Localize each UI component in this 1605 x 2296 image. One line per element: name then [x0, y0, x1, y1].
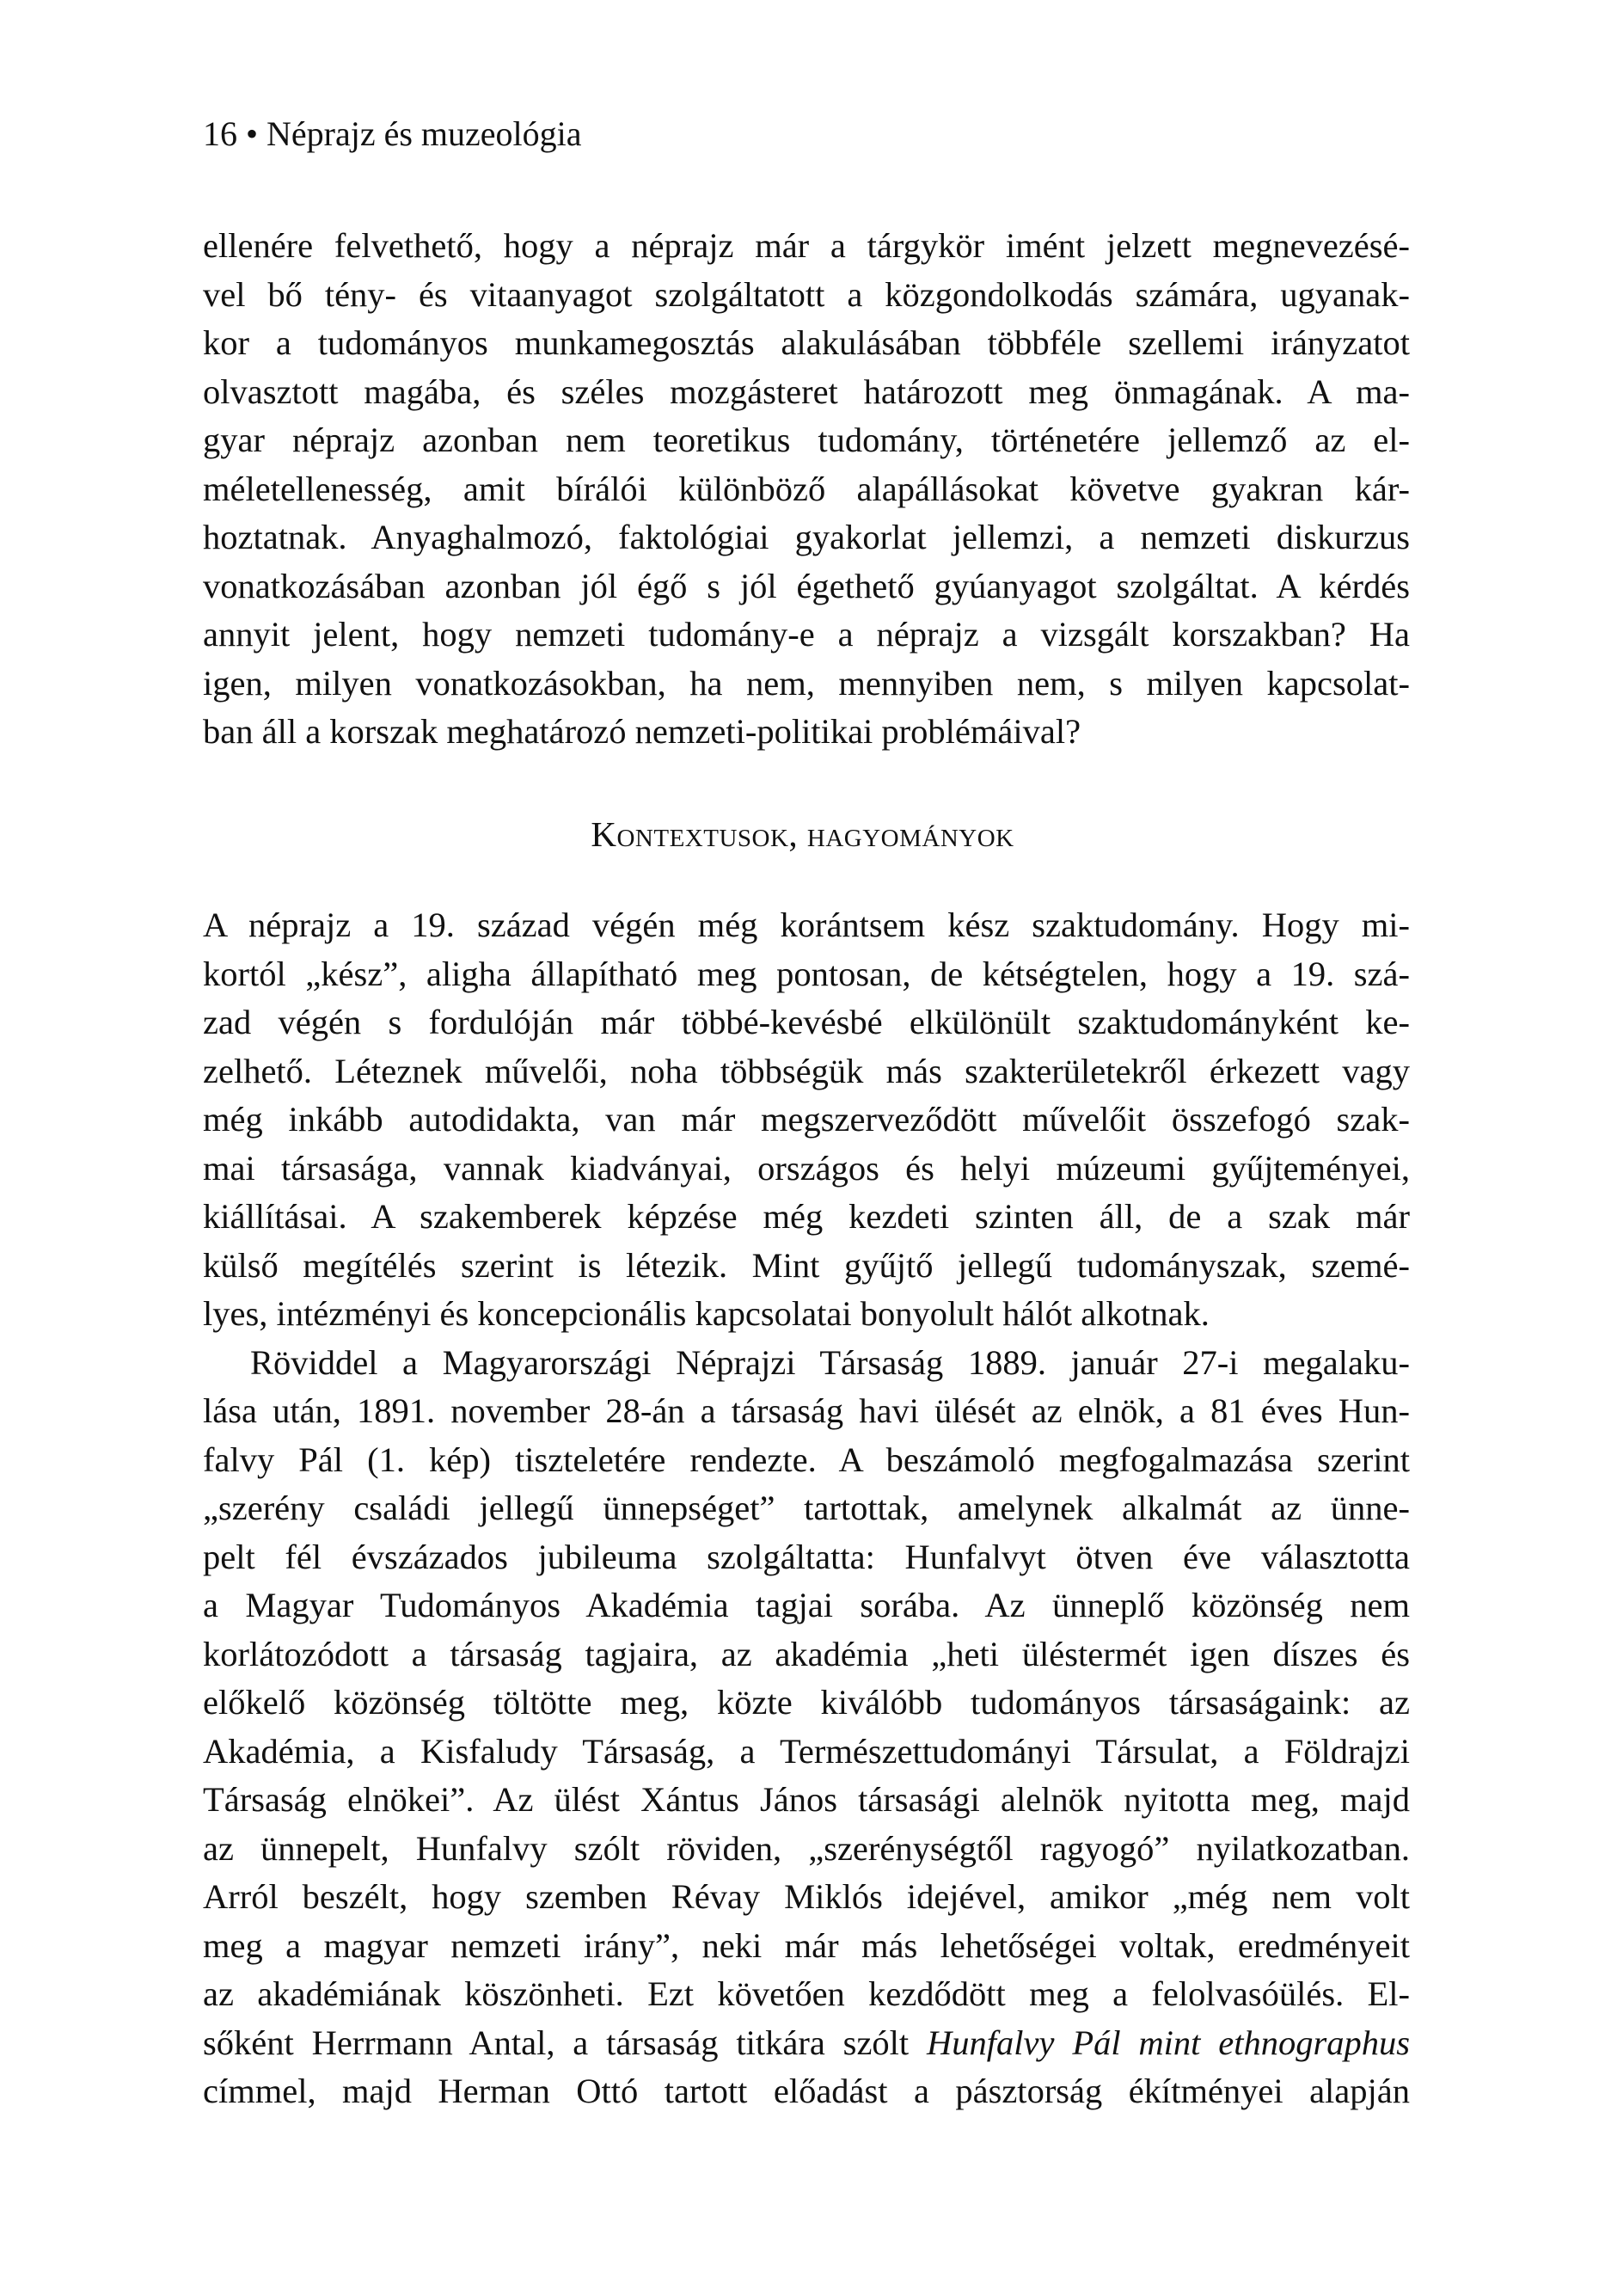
text-line: zad végén s fordulóján már többé-kevésbé elkülönült szaktudományként ke- [203, 1003, 1410, 1041]
text-line: lása után, 1891. november 28-án a társaság havi ülését az elnök, a 81 éves Hun- [203, 1391, 1410, 1430]
text-line: zelhető. Léteznek művelői, noha többségük más szakterületekről érkezett vagy [203, 1051, 1410, 1090]
paragraph-intro [203, 222, 1410, 757]
text-line: címmel, majd Herman Ottó tartott előadást a pásztorság ékítményei alapján [203, 2072, 1410, 2110]
text-line: „szerény családi jellegű ünnepséget” tartottak, amelynek alkalmát az ünne- [203, 1489, 1410, 1527]
running-header: 16 • Néprajz és muzeológia [203, 114, 582, 153]
text-line: Társaság elnökei”. Az ülést Xántus János társasági alelnök nyitotta meg, majd [203, 1780, 1410, 1819]
text-line: gyar néprajz azonban nem teoretikus tudomány, történetére jellemző az el- [203, 421, 1410, 459]
text-line: meg a magyar nemzeti irány”, neki már más lehetőségei voltak, eredményeit [203, 1925, 1410, 1965]
italic-work-title: Hunfalvy Pál mint ethnographus [927, 2023, 1411, 2062]
text-line: kortól „kész”, aligha állapítható meg pontosan, de kétségtelen, hogy a 19. szá- [203, 954, 1410, 993]
text-fragment: sőként Herrmann Antal, a társaság titkára szólt [203, 2023, 928, 2062]
text-line: ban áll a korszak meghatározó nemzeti-politikai problémáival? [203, 712, 1081, 751]
text-line: pelt fél évszázados jubileuma szolgáltatta: Hunfalvyt ötven éve választotta [203, 1537, 1410, 1576]
text-line: az ünnepelt, Hunfalvy szólt röviden, „szerénységtől ragyogó” nyilatkozatban. [203, 1828, 1410, 1868]
text-line-with-title [203, 2019, 1410, 2068]
text-line: külső megítélés szerint is létezik. Mint gyűjtő jellegű tudományszak, szemé- [203, 1245, 1410, 1285]
text-line: az akadémiának köszönheti. Ezt követően kezdődött meg a felolvasóülés. El- [203, 1974, 1410, 2013]
text-line: olvasztott magába, és széles mozgásteret határozott meg önmagának. A ma- [203, 371, 1410, 411]
text-line: A néprajz a 19. század végén még korántsem kész szaktudomány. Hogy mi- [203, 906, 1410, 944]
text-line: hoztatnak. Anyaghalmozó, faktológiai gyakorlat jellemzi, a nemzeti diskurzus [203, 518, 1410, 556]
text-line: ellenére felvethető, hogy a néprajz már a tárgykör imént jelzett megnevezésé- [203, 226, 1410, 265]
text-line: korlátozódott a társaság tagjaira, az akadémia „heti üléstermét igen díszes és [203, 1634, 1410, 1673]
text-line: lyes, intézményi és koncepcionális kapcsolatai bonyolult hálót alkotnak. [203, 1294, 1210, 1333]
text-line: vel bő tény- és vitaanyagot szolgáltatott a közgondolkodás számára, ugyanak- [203, 274, 1410, 314]
text-line: méletellenesség, amit bírálói különböző alapállásokat követve gyakran kár- [203, 469, 1410, 508]
text-line: annyit jelent, hogy nemzeti tudomány-e a néprajz a vizsgált korszakban? Ha [203, 615, 1410, 654]
text-line: még inkább autodidakta, van már megszerveződött művelőit összefogó szak- [203, 1100, 1410, 1139]
text-line: Röviddel a Magyarországi Néprajzi Társaság 1889. január 27-i megalaku- [250, 1342, 1410, 1382]
text-line: mai társasága, vannak kiadványai, országos és helyi múzeumi gyűjteményei, [203, 1148, 1410, 1188]
text-line: Arról beszélt, hogy szemben Révay Miklós idejével, amikor „még nem volt [203, 1877, 1410, 1916]
text-line: falvy Pál (1. kép) tiszteletére rendezte. A beszámoló megfogalmazása szerint [203, 1440, 1410, 1479]
text-line: előkelő közönség töltötte meg, közte kiválóbb tudományos társaságaink: az [203, 1683, 1410, 1722]
section-heading: Kontextusok, hagyományok [591, 814, 1014, 854]
text-line: vonatkozásában azonban jól égő s jól égethető gyúanyagot szolgáltat. A kérdés [203, 566, 1410, 605]
section-body [203, 901, 1410, 2116]
text-line: a Magyar Tudományos Akadémia tagjai sorába. Az ünneplő közönség nem [203, 1586, 1410, 1624]
text-line: kiállításai. A szakemberek képzése még kezdeti szinten áll, de a szak már [203, 1197, 1410, 1236]
text-line: igen, milyen vonatkozásokban, ha nem, mennyiben nem, s milyen kapcsolat- [203, 663, 1410, 703]
text-line: kor a tudományos munkamegosztás alakulásában többféle szellemi irányzatot [203, 323, 1410, 362]
text-line: Akadémia, a Kisfaludy Társaság, a Természettudományi Társulat, a Földrajzi [203, 1731, 1410, 1771]
